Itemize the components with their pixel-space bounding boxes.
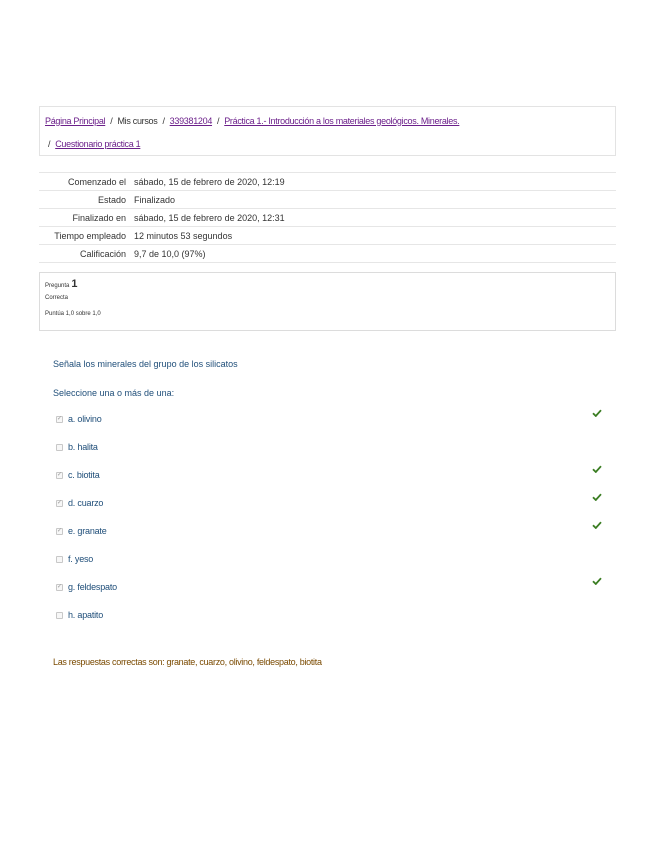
summary-value: Finalizado bbox=[134, 194, 176, 205]
breadcrumb bbox=[39, 106, 616, 156]
check-icon bbox=[592, 577, 602, 585]
answer-prompt: Seleccione una o más de una: bbox=[53, 388, 175, 398]
checkbox-checked-icon[interactable]: ✓ bbox=[56, 472, 63, 478]
check-icon bbox=[592, 409, 602, 417]
answer-option-d[interactable] bbox=[56, 489, 606, 517]
answer-option-a[interactable] bbox=[56, 405, 606, 433]
breadcrumb-separator: / bbox=[162, 115, 165, 126]
answer-label: b. halita bbox=[68, 442, 98, 452]
breadcrumb-quiz-link[interactable]: Cuestionario práctica 1 bbox=[55, 138, 141, 149]
answer-option-c[interactable] bbox=[56, 461, 606, 489]
answer-option-h[interactable] bbox=[56, 601, 606, 629]
question-text: Señala los minerales del grupo de los silicatos bbox=[53, 359, 238, 369]
question-grade: Puntúa 1,0 sobre 1,0 bbox=[45, 311, 101, 317]
summary-value: sábado, 15 de febrero de 2020, 12:19 bbox=[134, 176, 285, 187]
summary-row-time-taken bbox=[39, 227, 616, 245]
answer-option-f[interactable] bbox=[56, 545, 606, 573]
answer-label: h. apatito bbox=[68, 610, 104, 620]
breadcrumb-separator: / bbox=[110, 115, 113, 126]
checkbox-checked-icon[interactable]: ✓ bbox=[56, 500, 63, 506]
answer-option-b[interactable] bbox=[56, 433, 606, 461]
checkbox-checked-icon[interactable]: ✓ bbox=[56, 416, 63, 422]
breadcrumb-separator: / bbox=[48, 138, 51, 149]
summary-label: Estado bbox=[97, 194, 126, 205]
question-number-label: Pregunta bbox=[45, 283, 70, 289]
answer-option-g[interactable] bbox=[56, 573, 606, 601]
breadcrumb-line-2 bbox=[45, 137, 610, 150]
summary-label: Comenzado el bbox=[67, 176, 126, 187]
summary-value: sábado, 15 de febrero de 2020, 12:31 bbox=[134, 212, 285, 223]
question-number bbox=[45, 278, 615, 290]
check-icon bbox=[592, 465, 602, 473]
summary-label: Tiempo empleado bbox=[54, 230, 126, 241]
summary-row-finished bbox=[39, 209, 616, 227]
summary-value: 12 minutos 53 segundos bbox=[134, 230, 233, 241]
breadcrumb-section-link[interactable]: Práctica 1.- Introducción a los materiales geológicos. Minerales. bbox=[224, 115, 460, 126]
answer-label: g. feldespato bbox=[68, 582, 117, 592]
question-state: Correcta bbox=[45, 295, 69, 301]
attempt-summary-table bbox=[39, 172, 616, 263]
answer-label: c. biotita bbox=[68, 470, 100, 480]
breadcrumb-separator: / bbox=[217, 115, 220, 126]
checkbox-unchecked-icon[interactable] bbox=[56, 612, 63, 619]
question-info-box bbox=[39, 272, 616, 331]
question-number-value: 1 bbox=[71, 278, 78, 290]
summary-value: 9,7 de 10,0 (97%) bbox=[134, 248, 206, 259]
summary-label: Finalizado en bbox=[72, 212, 126, 223]
answer-list bbox=[56, 405, 606, 629]
answer-option-e[interactable] bbox=[56, 517, 606, 545]
answer-label: f. yeso bbox=[68, 554, 94, 564]
breadcrumb-line-1 bbox=[45, 114, 610, 127]
answer-label: a. olivino bbox=[68, 414, 102, 424]
summary-row-started bbox=[39, 173, 616, 191]
checkbox-unchecked-icon[interactable] bbox=[56, 444, 63, 451]
breadcrumb-my-courses: Mis cursos bbox=[117, 115, 158, 126]
answer-label: d. cuarzo bbox=[68, 498, 104, 508]
check-icon bbox=[592, 521, 602, 529]
summary-row-grade bbox=[39, 245, 616, 263]
correct-answers-feedback: Las respuestas correctas son: granate, cuarzo, olivino, feldespato, biotita bbox=[53, 657, 322, 667]
summary-label: Calificación bbox=[79, 248, 126, 259]
breadcrumb-course-link[interactable]: 339381204 bbox=[169, 115, 213, 126]
checkbox-checked-icon[interactable]: ✓ bbox=[56, 584, 63, 590]
checkbox-checked-icon[interactable]: ✓ bbox=[56, 528, 63, 534]
answer-label: e. granate bbox=[68, 526, 107, 536]
check-icon bbox=[592, 493, 602, 501]
summary-row-state bbox=[39, 191, 616, 209]
checkbox-unchecked-icon[interactable] bbox=[56, 556, 63, 563]
breadcrumb-home-link[interactable]: Página Principal bbox=[45, 115, 106, 126]
